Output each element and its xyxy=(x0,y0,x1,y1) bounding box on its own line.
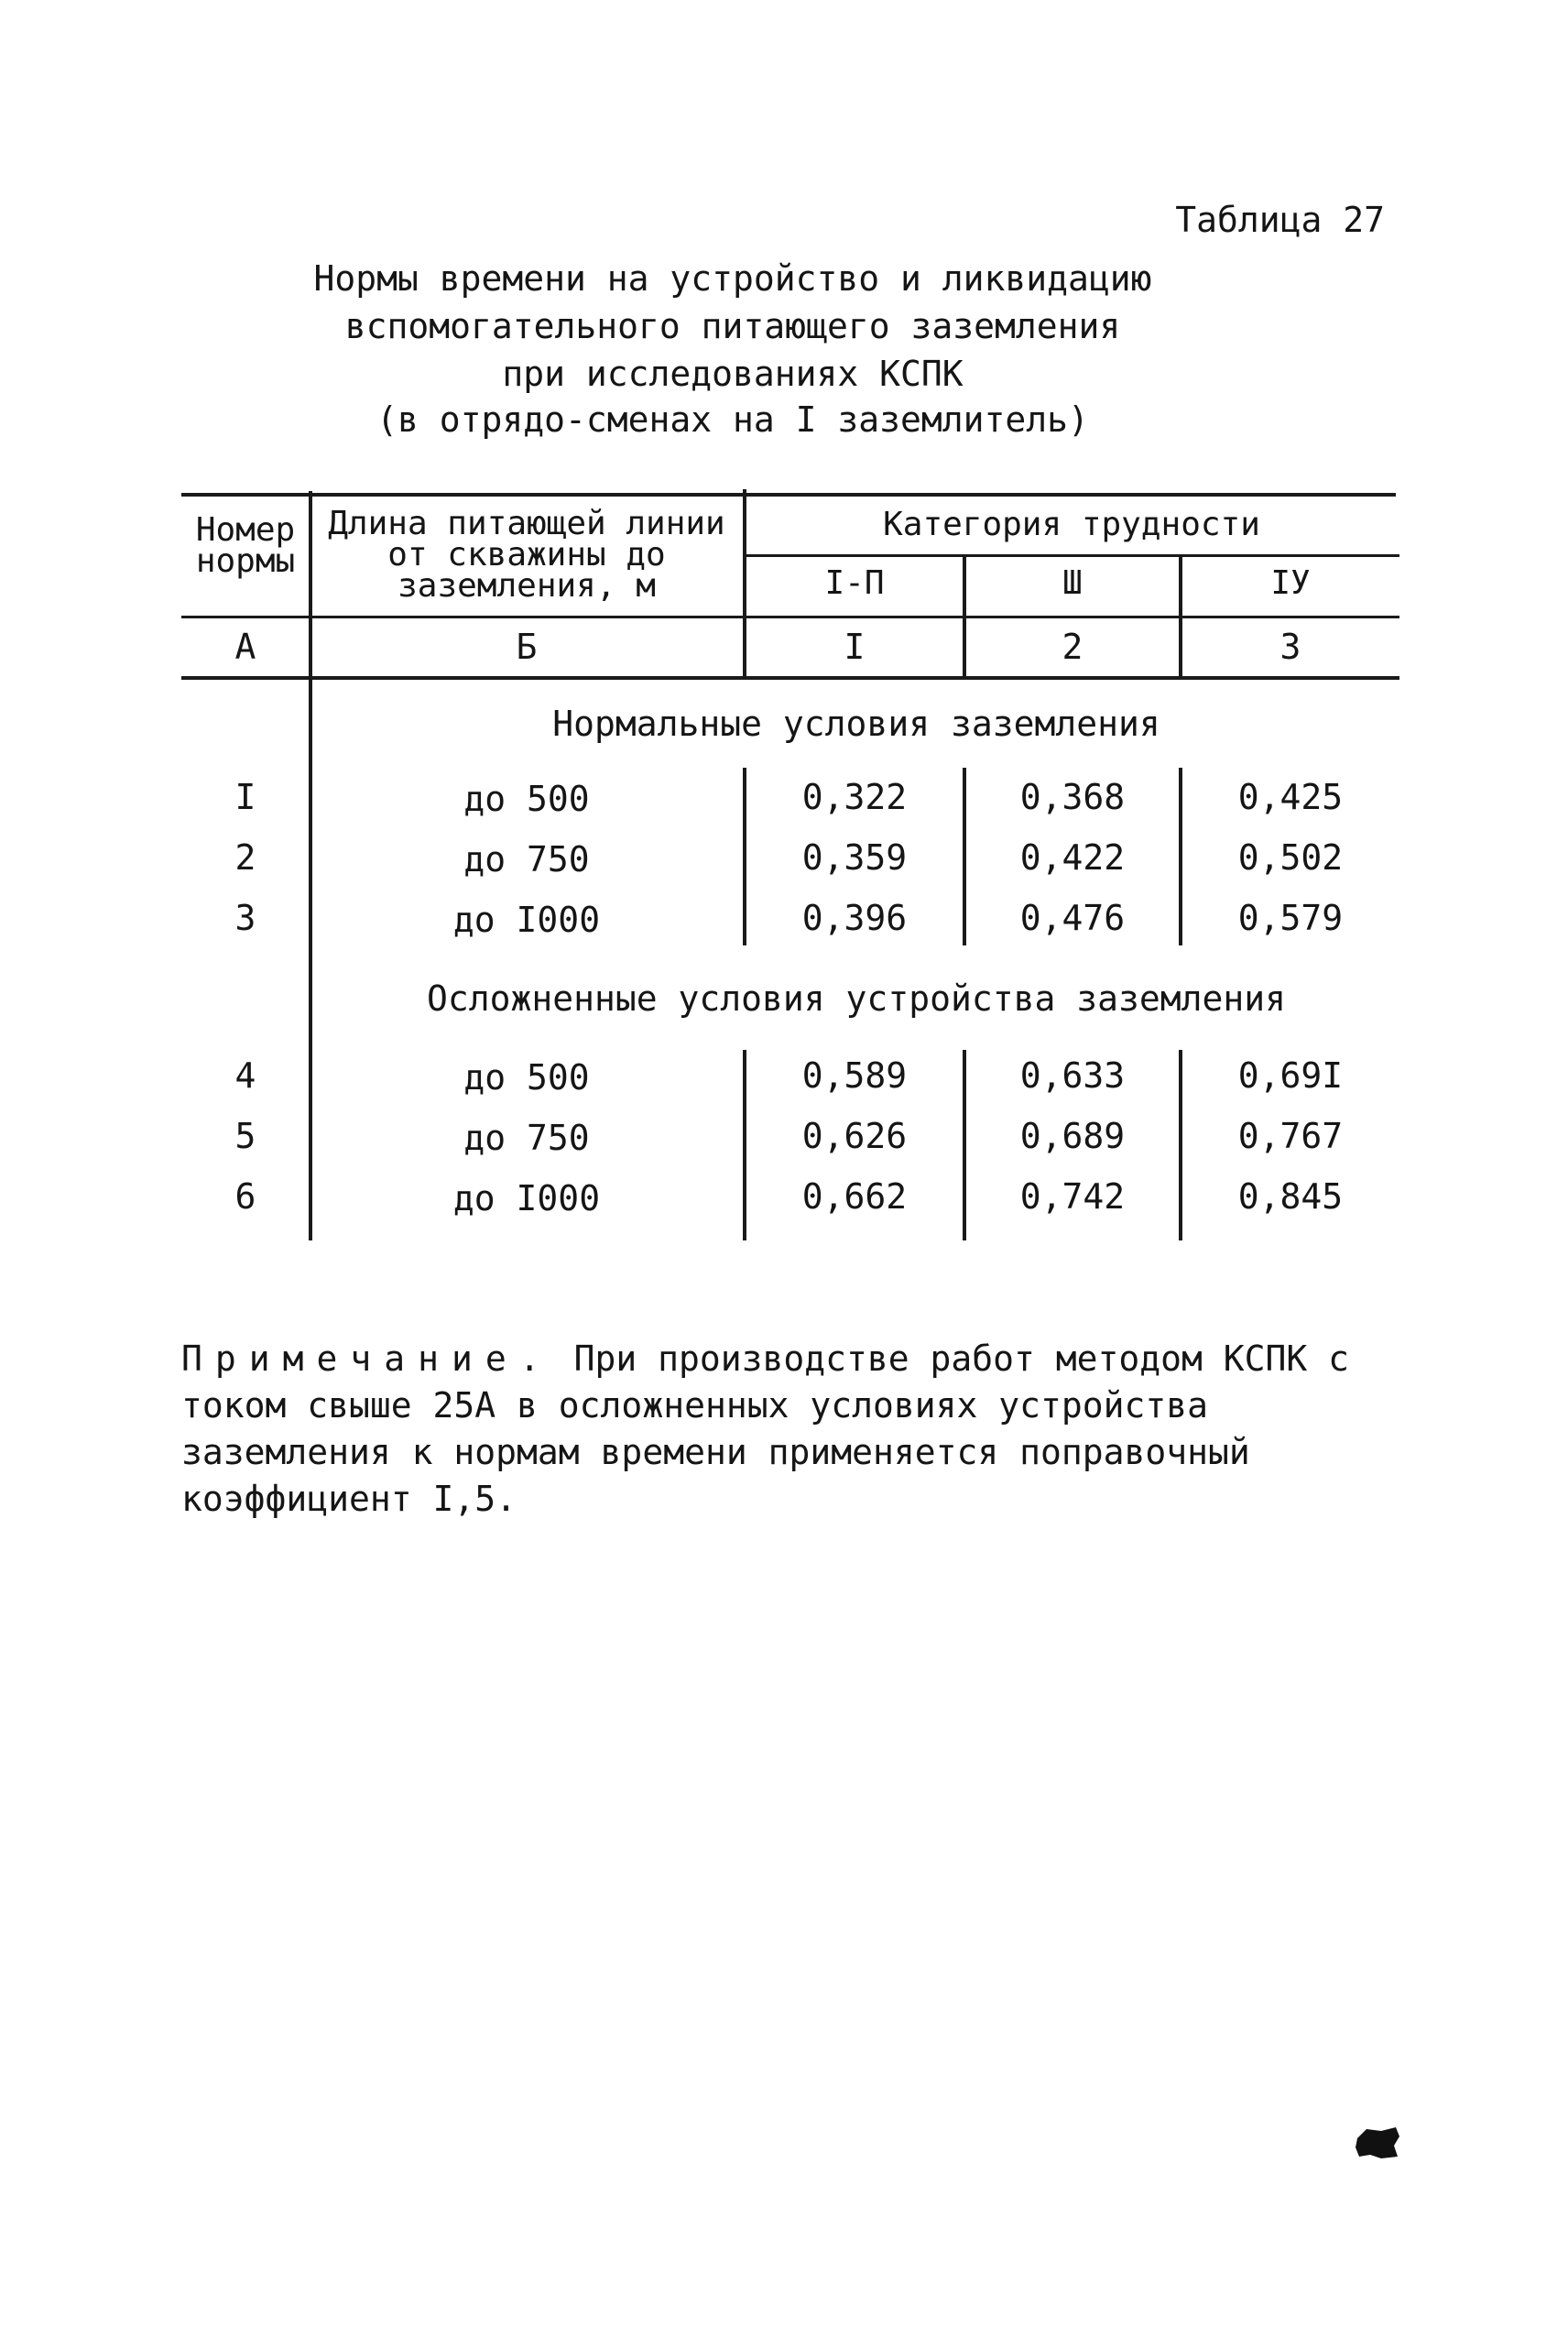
table-label: Таблица 27 xyxy=(1175,200,1385,240)
footnote-text: При производстве работ методом КСПК с током свыше 25А в осложненных условиях устройства заземления к нормам времени применяется поправочный коэффициент I,5. xyxy=(181,1338,1350,1519)
header-category-group: Категория трудности xyxy=(883,506,1260,543)
header-col-a-line-2: нормы xyxy=(195,542,296,580)
row-number: 6 xyxy=(234,1176,256,1217)
row-value-cat-1: 0,359 xyxy=(801,837,908,878)
row-value-cat-2: 0,633 xyxy=(1019,1055,1126,1096)
page-corner-mark xyxy=(1354,2125,1401,2160)
table-title-line-2: вспомогательного питающего заземления xyxy=(344,306,1121,346)
table-title-line-1: Нормы времени на устройство и ликвидацию xyxy=(313,258,1152,299)
row-value-cat-1: 0,396 xyxy=(801,898,908,938)
row-number: 3 xyxy=(234,898,256,938)
row-value-cat-2: 0,368 xyxy=(1019,777,1126,817)
index-cell-2: 2 xyxy=(1062,627,1083,667)
row-value-cat-3: 0,845 xyxy=(1237,1176,1344,1217)
header-col-b xyxy=(311,505,742,605)
row-value-cat-3: 0,767 xyxy=(1237,1116,1344,1156)
header-col-b-line-1: Длина питающей линии xyxy=(328,505,725,542)
section-title-normal: Нормальные условия заземления xyxy=(552,704,1160,744)
row-value-cat-3: 0,425 xyxy=(1237,777,1344,817)
header-col-b-line-3: заземления, м xyxy=(397,567,656,605)
row-length: до I000 xyxy=(452,900,601,940)
row-value-cat-1: 0,626 xyxy=(801,1116,908,1156)
section-title-complicated: Осложненные условия устройства заземления xyxy=(427,978,1286,1019)
row-value-cat-3: 0,579 xyxy=(1237,898,1344,938)
row-length: до I000 xyxy=(452,1178,601,1218)
footnote-label: Примечание. xyxy=(181,1338,553,1379)
header-category-2: Ш xyxy=(1062,564,1083,602)
footnote xyxy=(181,1336,1409,1523)
table-title-line-3: при исследованиях КСПК xyxy=(502,354,964,394)
category-subheader-rule xyxy=(746,554,1399,557)
table-top-rule xyxy=(181,493,1396,497)
header-category-3: IУ xyxy=(1270,564,1311,602)
row-length: до 750 xyxy=(463,1118,590,1158)
row-value-cat-1: 0,589 xyxy=(801,1055,908,1096)
header-category-1: I-П xyxy=(824,564,885,602)
row-length: до 500 xyxy=(463,1057,590,1098)
index-cell-1: I xyxy=(844,627,866,667)
row-value-cat-3: 0,502 xyxy=(1237,837,1344,878)
row-number: 4 xyxy=(234,1055,256,1096)
row-value-cat-2: 0,689 xyxy=(1019,1116,1126,1156)
row-length: до 500 xyxy=(463,779,590,819)
index-row-rule xyxy=(181,676,1399,680)
row-value-cat-1: 0,322 xyxy=(801,777,908,817)
row-value-cat-2: 0,742 xyxy=(1019,1176,1126,1217)
row-length: до 750 xyxy=(463,839,590,879)
index-cell-b: Б xyxy=(516,627,538,667)
index-cell-3: 3 xyxy=(1279,627,1301,667)
row-number: I xyxy=(234,777,256,817)
header-bottom-rule xyxy=(181,616,1399,618)
row-number: 5 xyxy=(234,1116,256,1156)
row-value-cat-3: 0,69I xyxy=(1237,1055,1344,1096)
row-value-cat-2: 0,422 xyxy=(1019,837,1126,878)
index-cell-a: А xyxy=(234,627,256,667)
header-col-b-line-2: от скважины до xyxy=(387,536,666,574)
row-value-cat-2: 0,476 xyxy=(1019,898,1126,938)
row-number: 2 xyxy=(234,837,256,878)
header-col-a-line-1: Номер xyxy=(195,511,296,549)
row-value-cat-1: 0,662 xyxy=(801,1176,908,1217)
table-title-line-4: (в отрядо-сменах на I заземлитель) xyxy=(376,399,1089,440)
header-col-a xyxy=(183,511,308,580)
